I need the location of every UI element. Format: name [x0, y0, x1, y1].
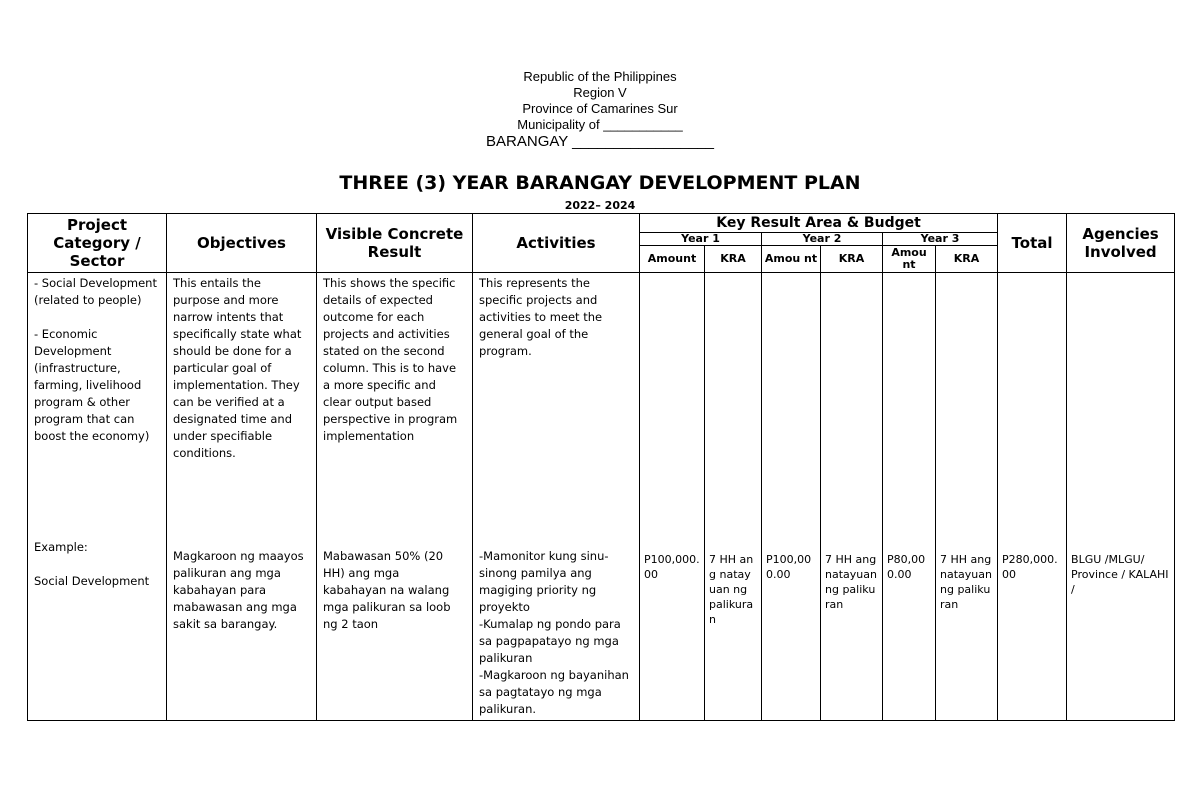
- visible-result-description: This shows the specific details of expected outcome for each projects and activities stated on the second column. This is to have a more specific and clear output based perspective in program implementation: [323, 276, 458, 443]
- example-total: P280,000.00: [1002, 553, 1058, 581]
- plan-period: 2022– 2024: [564, 199, 636, 212]
- objectives-description: This entails the purpose and more narrow intents that specifically state what should be done for a particular goal of implementation. They can be verified at a designated time and under specifiable conditions.: [173, 276, 302, 460]
- agencies-cell: [1067, 273, 1175, 721]
- header-kra-year-1: KRA: [705, 246, 762, 273]
- province-line: Province of Camarines Sur: [522, 101, 678, 116]
- kra-year-2-cell: [821, 273, 883, 721]
- example-amount-year-1: P100,000.00: [644, 553, 700, 581]
- barangay-line: BARANGAY _________________: [486, 133, 714, 150]
- header-objectives: Objectives: [167, 214, 317, 273]
- example-amount-year-2: P100,000.00: [766, 553, 812, 581]
- example-kra-year-2: 7 HH ang natayuan ng palikuran: [825, 553, 877, 611]
- header-year-2: Year 2: [762, 233, 883, 246]
- development-plan-table: [27, 213, 1175, 721]
- region-line: Region V: [573, 85, 627, 100]
- header-year-3: Year 3: [883, 233, 998, 246]
- amount-year-1-cell: [640, 273, 705, 721]
- example-activity-2: -Kumalap ng pondo para sa pagpapatayo ng mga palikuran: [479, 617, 621, 665]
- example-kra-year-3: 7 HH ang natayuan ng palikuran: [940, 553, 992, 611]
- example-kra-year-1: 7 HH ang natayuan ng palikuran: [709, 553, 754, 626]
- header-kra-year-2: KRA: [821, 246, 883, 273]
- header-kra-year-3: KRA: [936, 246, 998, 273]
- kra-year-1-cell: [705, 273, 762, 721]
- header-agencies: Agencies Involved: [1067, 214, 1175, 273]
- example-activity-1: -Mamonitor kung sinu-sinong pamilya ang magiging priority ng proyekto: [479, 549, 609, 614]
- total-cell: [998, 273, 1067, 721]
- activities-cell: [473, 273, 640, 721]
- example-objectives: Magkaroon ng maayos palikuran ang mga kabahayan para mabawasan ang mga sakit sa barangay.: [173, 549, 304, 631]
- header-visible-result: Visible Concrete Result: [317, 214, 473, 273]
- example-agencies: BLGU /MLGU/ Province / KALAHI /: [1071, 553, 1169, 596]
- header-amount-year-1: Amount: [640, 246, 705, 273]
- kra-year-3-cell: [936, 273, 998, 721]
- example-amount-year-3: P80,000.00: [887, 553, 926, 581]
- republic-line: Republic of the Philippines: [523, 69, 677, 84]
- header-kra-budget: Key Result Area & Budget: [640, 214, 998, 233]
- example-activity-3: -Magkaroon ng bayanihan sa pagtatayo ng mga palikuran.: [479, 668, 629, 716]
- visible-result-cell: [317, 273, 473, 721]
- document-title: THREE (3) YEAR BARANGAY DEVELOPMENT PLAN: [339, 172, 861, 194]
- header-amount-year-3: Amou nt: [883, 246, 936, 273]
- header-project-category: Project Category / Sector: [28, 214, 167, 273]
- category-economic: - Economic Development (infrastructure, farming, livelihood program & other program that can boost the economy): [34, 327, 150, 443]
- example-label: Example:: [34, 540, 88, 554]
- header-total: Total: [998, 214, 1067, 273]
- objectives-cell: [167, 273, 317, 721]
- example-visible-result: Mabawasan 50% (20 HH) ang mga kabahayan na walang mga palikuran sa loob ng 2 taon: [323, 549, 451, 631]
- amount-year-3-cell: [883, 273, 936, 721]
- example-category: Social Development: [34, 574, 150, 588]
- document-header: [0, 69, 1200, 151]
- amount-year-2-cell: [762, 273, 821, 721]
- header-amount-year-2: Amou nt: [762, 246, 821, 273]
- header-activities: Activities: [473, 214, 640, 273]
- category-cell: [28, 273, 167, 721]
- municipality-line: Municipality of ___________: [517, 117, 683, 132]
- category-social: - Social Development (related to people): [34, 276, 157, 307]
- header-year-1: Year 1: [640, 233, 762, 246]
- activities-description: This represents the specific projects and activities to meet the general goal of the program.: [479, 276, 603, 358]
